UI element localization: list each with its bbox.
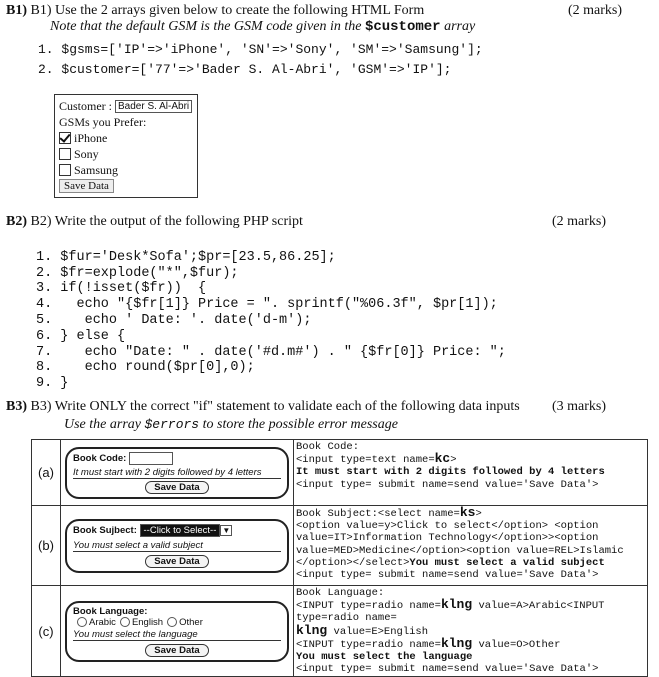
code-line: klng value=E>English [296,622,429,638]
customer-input[interactable]: Bader S. Al-Abri [115,100,192,113]
book-code-input[interactable] [129,452,173,465]
b3-note-var: $errors [144,417,200,432]
error-message: It must start with 2 digits followed by 4 letters [73,467,281,479]
b1-note-var: $customer [364,19,441,35]
form-preview-b [65,519,289,573]
b2-marks: (2 marks) [552,214,607,229]
option-label: Samsung [74,162,119,177]
chevron-down-icon[interactable]: ▼ [222,525,231,535]
gsm-option-samsung[interactable] [59,162,193,178]
gsms-label: GSMs you Prefer: [59,114,147,129]
table-row [32,586,648,677]
customer-row [59,98,193,114]
code-cell-b [294,506,648,586]
b3-note [64,417,398,433]
b1-marks: (2 marks) [568,3,623,18]
b1-code-line: 1. $gsms=['IP'=>'iPhone', 'SN'=>'Sony', 'SM'=>'Samsung']; [38,42,483,57]
row-label: (c) [32,586,61,677]
b2-code-line: 8. echo round($pr[0],0); [36,360,255,376]
code-line: You must select the language [296,651,473,664]
b2-code-line: 9. } [36,376,69,392]
code-line: It must start with 2 digits followed by 4 letters [296,466,605,479]
code-cell-c [294,586,648,677]
b2-code-line: 3. if(!isset($fr)) { [36,281,207,297]
form-preview-a [65,447,289,499]
radio-button[interactable] [120,617,130,627]
field-label: Book Language: [73,605,148,617]
b2-title-text: B2) Write the output of the following PHP script [30,214,303,229]
checkbox[interactable] [59,148,71,160]
table-row [32,440,648,506]
b2-code-line: 1. $fur='Desk*Sofa';$pr=[23.5,86.25]; [36,249,336,265]
b3-title: B3) B3) Write ONLY the correct "if" statement to validate each of the following data inputs [6,399,520,414]
gsm-option-sony[interactable] [59,146,193,162]
radio-button[interactable] [77,617,87,627]
error-message: You must select the language [73,629,281,641]
code-line: Book Code: [296,441,360,453]
code-line: <input type= submit name=send value='Save Data'> [296,569,599,582]
b2-code-line: 2. $fr=explode("*",$fur); [36,265,239,281]
code-line: Book Language: [296,587,385,599]
radio-button[interactable] [167,617,177,627]
subject-select[interactable]: --Click to Select-- [140,524,221,537]
b1-code [38,40,483,80]
radio-label: Other [179,616,203,628]
b2-title: B2) B2) Write the output of the following PHP script [6,214,303,229]
gsm-option-iphone[interactable] [59,130,193,146]
b1-code-line: 2. $customer=['77'=>'Bader S. Al-Abri', 'GSM'=>'IP']; [38,62,452,77]
code-line: <input type= submit name=send value='Save Data'> [296,478,599,491]
save-data-button[interactable]: Save Data [59,179,114,193]
radio-label: English [131,616,164,628]
b2-code-line: 7. echo "Date: " . date('#d.m#') . " {$fr[0]} Price: "; [36,344,506,360]
b1-form [54,94,198,198]
code-line: <INPUT type=radio name=klng value=A>Arabic<INPUT type=radio name= [296,597,605,625]
row-label: (a) [32,440,61,506]
b1-title-text: B1) Use the 2 arrays given below to create the following HTML Form [30,3,425,18]
field-label: Book Sujbect: [73,524,137,536]
b2-code-line: 6. } else { [36,328,126,344]
code-line: <input type= submit name=send value='Save Data'> [296,663,599,676]
b3-marks: (3 marks) [552,399,607,414]
field-label: Book Code: [73,452,127,464]
b3-title-text: B3) Write ONLY the correct "if" statement to validate each of the following data inputs [30,399,520,414]
b1-title: B1) B1) Use the 2 arrays given below to create the following HTML Form [6,3,425,18]
code-line: <INPUT type=radio name=klng value=O>Other [296,635,561,651]
b3-table [31,439,648,677]
b3-note-post: to store the possible error message [199,417,398,432]
code-line: <input type=text name=kc> [296,451,457,467]
b2-code [36,234,506,408]
b3-note-pre: Use the array [64,417,145,432]
save-data-button[interactable]: Save Data [145,644,208,657]
code-line: Book Subject:<select name=ks> [296,505,482,520]
row-label: (b) [32,506,61,586]
option-label: iPhone [74,130,108,145]
table-row [32,506,648,586]
customer-label: Customer : [59,98,112,113]
b1-note [50,19,475,35]
option-label: Sony [74,146,99,161]
b2-code-line: 5. echo ' Date: '. date('d-m'); [36,312,312,328]
save-data-button[interactable]: Save Data [145,481,208,494]
radio-label: Arabic [89,616,116,628]
checkbox[interactable] [59,164,71,176]
checkbox-checked[interactable] [59,132,71,144]
code-line: <option value=y>Click to select</option> <option value=IT>Information Technology</option>><option value=MED>Medicine</option><option value=REL>Islamic </option></select>You must select a valid subject [296,520,624,569]
b1-note-post: array [440,19,476,34]
form-preview-c [65,601,289,662]
b2-code-line: 4. echo "{$fr[1]} Price = ". sprintf("%06.3f", $pr[1]); [36,297,498,313]
save-data-button[interactable]: Save Data [145,555,208,568]
error-message: You must select a valid subject [73,540,281,552]
b1-note-pre: Note that the default GSM is the GSM code given in the [50,19,365,34]
code-cell-a [294,440,648,506]
